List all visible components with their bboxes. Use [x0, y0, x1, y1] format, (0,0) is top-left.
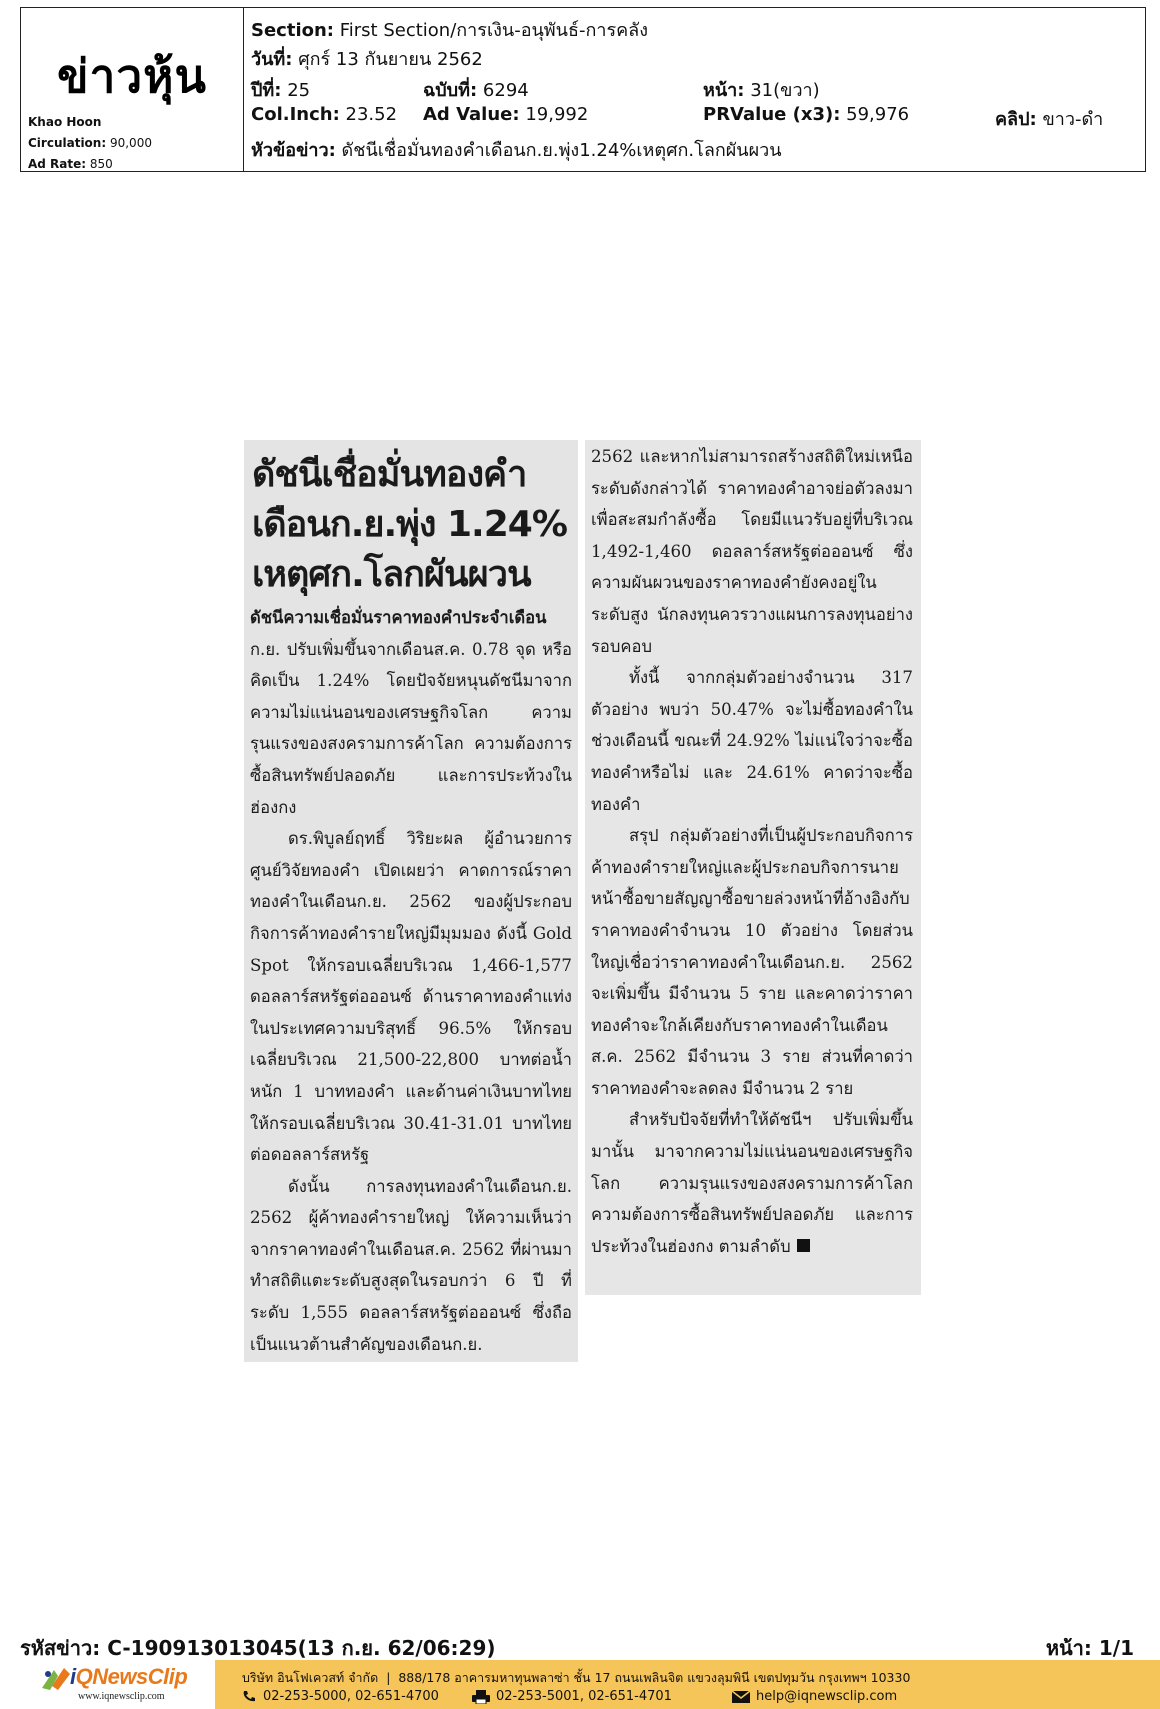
page-number: หน้า: 1/1: [1045, 1636, 1134, 1660]
fax-icon: [472, 1690, 490, 1704]
headline-line: เดือนก.ย.พุ่ง 1.24%: [252, 504, 567, 545]
issue-field: ฉบับที่: 6294: [423, 80, 529, 101]
article-body-left: [250, 602, 572, 1360]
email-contact[interactable]: help@iqnewsclip.com: [732, 1689, 897, 1704]
colinch-field: Col.Inch: 23.52: [251, 104, 398, 125]
date-row: วันที่: ศุกร์ 13 กันยายน 2562: [251, 49, 483, 70]
fax-contact[interactable]: 02-253-5001, 02-651-4701: [472, 1689, 672, 1704]
logo-icon: [40, 1666, 72, 1692]
phone-icon: [242, 1690, 257, 1703]
phone-contact[interactable]: 02-253-5000, 02-651-4700: [242, 1689, 439, 1704]
headline-line: เหตุศก.โลกผันผวน: [252, 554, 531, 595]
paragraph: ดังนั้น การลงทุนทองคำในเดือนก.ย. 2562 ผู้ค้าทองคำรายใหญ่ ให้ความเห็นว่า จากราคาทองคำในเดือนส.ค. 2562 ที่ผ่านมา ทำสถิติแตะระดับสูงสุดในรอบกว่า 6 ปี ที่ระดับ 1,555 ดอลลาร์สหรัฐต่อออนซ์ ซึ่งถือเป็นแนวต้านสำคัญของเดือนก.ย.: [250, 1176, 572, 1354]
company-address: บริษัท อินโฟเควสท์ จำกัด | 888/178 อาคารมหาทุนพลาซ่า ชั้น 17 ถนนเพลินจิต แขวงลุมพินี เขตปทุมวัน กรุงเทพฯ 10330: [242, 1670, 911, 1685]
mail-icon: [732, 1691, 750, 1703]
paragraph: ก.ย. ปรับเพิ่มขึ้นจากเดือนส.ค. 0.78 จุด หรือคิดเป็น 1.24% โดยปัจจัยหนุนดัชนีมาจากความไม่แน่นอนของเศรษฐกิจโลก ความรุนแรงของสงครามการค้าโลก ความต้องการซื้อสินทรัพย์ปลอดภัย และการประท้วงในฮ่องกง: [250, 639, 572, 817]
headline-line: ดัชนีเชื่อมั่นทองคำ: [252, 454, 527, 495]
paragraph: สำหรับปัจจัยที่ทำให้ดัชนีฯ ปรับเพิ่มขึ้นมานั้น มาจากความไม่แน่นอนของเศรษฐกิจโลก ความรุนแรงของสงครามการค้าโลก ความต้องการซื้อสินทรัพย์ปลอดภัย และการประท้วงในฮ่องกง ตามลำดับ: [591, 1110, 913, 1256]
ad-rate: Ad Rate: 850: [28, 157, 113, 171]
contact-bar: [215, 1660, 1160, 1709]
paragraph: ทั้งนี้ จากกลุ่มตัวอย่างจำนวน 317 ตัวอย่าง พบว่า 50.47% จะไม่ซื้อทองคำในช่วงเดือนนี้ ขณะที่ 24.92% ไม่แน่ใจว่าจะซื้อทองคำหรือไม่ และ 24.61% คาดว่าจะซื้อทองคำ: [591, 668, 913, 814]
section-row: Section: First Section/การเงิน-อนุพันธ์-การคลัง: [251, 20, 648, 41]
logo-wordmark: iQNewsClip: [70, 1664, 188, 1689]
publication-logo: ข่าวหุ้น: [57, 49, 207, 103]
logo-url: www.iqnewsclip.com: [78, 1691, 165, 1702]
publication-name-en: Khao Hoon: [28, 115, 102, 129]
iqnewsclip-logo[interactable]: [40, 1664, 200, 1706]
value-row: [251, 104, 1131, 128]
prvalue-field: PRValue (x3): 59,976: [703, 104, 910, 125]
paragraph: 2562 และหากไม่สามารถสร้างสถิติใหม่เหนือระดับดังกล่าวได้ ราคาทองคำอาจย่อตัวลงมาเพื่อสะสมกำลังซื้อ โดยมีแนวรับอยู่ที่บริเวณ 1,492-1,460 ดอลลาร์สหรัฐต่อออนซ์ ซึ่งความผันผวนของราคาทองคำยังคงอยู่ในระดับสูง นักลงทุนควรวางแผนการลงทุนอย่างรอบคอบ: [591, 447, 913, 656]
article-body-right: [591, 441, 913, 1262]
clip-metadata: [251, 8, 1145, 171]
article-column-right: [585, 440, 921, 1295]
paragraph: ดร.พิบูลย์ฤทธิ์ วิริยะผล ผู้อำนวยการศูนย์วิจัยทองคำ เปิดเผยว่า คาดการณ์ราคาทองคำในเดือนก.ย. 2562 ของผู้ประกอบกิจการค้าทองคำรายใหญ่มีมุมมอง ดังนี้ Gold Spot ให้กรอบเฉลี่ยบริเวณ 1,466-1,577 ดอลลาร์สหรัฐต่อออนซ์ ด้านราคาทองคำแท่งในประเทศความบริสุทธิ์ 96.5% ให้กรอบเฉลี่ยบริเวณ 21,500-22,800 บาทต่อน้ำหนัก 1 บาททองคำ และด้านค่าเงินบาทไทย ให้กรอบเฉลี่ยบริเวณ 30.41-31.01 บาทไทย ต่อดอลลาร์สหรัฐ: [250, 829, 572, 1165]
end-mark-icon: [797, 1239, 810, 1252]
paragraph: สรุป กลุ่มตัวอย่างที่เป็นผู้ประกอบกิจการค้าทองคำรายใหญ่และผู้ประกอบกิจการนายหน้าซื้อขายสัญญาซื้อขายล่วงหน้าที่อ้างอิงกับราคาทองคำจำนวน 10 ตัวอย่าง โดยส่วนใหญ่เชื่อว่าราคาทองคำในเดือนก.ย. 2562 จะเพิ่มขึ้น มีจำนวน 5 ราย และคาดว่าราคาทองคำจะใกล้เคียงกับราคาทองคำในเดือนส.ค. 2562 มีจำนวน 3 ราย ส่วนที่คาดว่าราคาทองคำจะลดลง มีจำนวน 2 ราย: [591, 826, 913, 1098]
year-field: ปีที่: 25: [251, 80, 311, 101]
circulation: Circulation: 90,000: [28, 136, 152, 150]
advalue-field: Ad Value: 19,992: [423, 104, 589, 125]
headline-row: หัวข้อข่าว: ดัชนีเชื่อมั่นทองคำเดือนก.ย.พุ่ง1.24%เหตุศก.โลกผันผวน: [251, 140, 782, 161]
page-field: หน้า: 31(ขวา): [703, 80, 820, 101]
clip-type-field: คลิป: ขาว-ดำ: [995, 109, 1104, 130]
article-lead: ดัชนีความเชื่อมั่นราคาทองคำประจำเดือน: [250, 607, 547, 627]
publication-panel: [21, 8, 244, 171]
clip-header: [20, 7, 1146, 172]
article-column-left: [244, 440, 578, 1362]
issue-row: [251, 75, 1131, 99]
news-code: รหัสข่าว: C-190913013045(13 ก.ย. 62/06:29): [20, 1636, 496, 1660]
article-headline: [252, 450, 572, 600]
